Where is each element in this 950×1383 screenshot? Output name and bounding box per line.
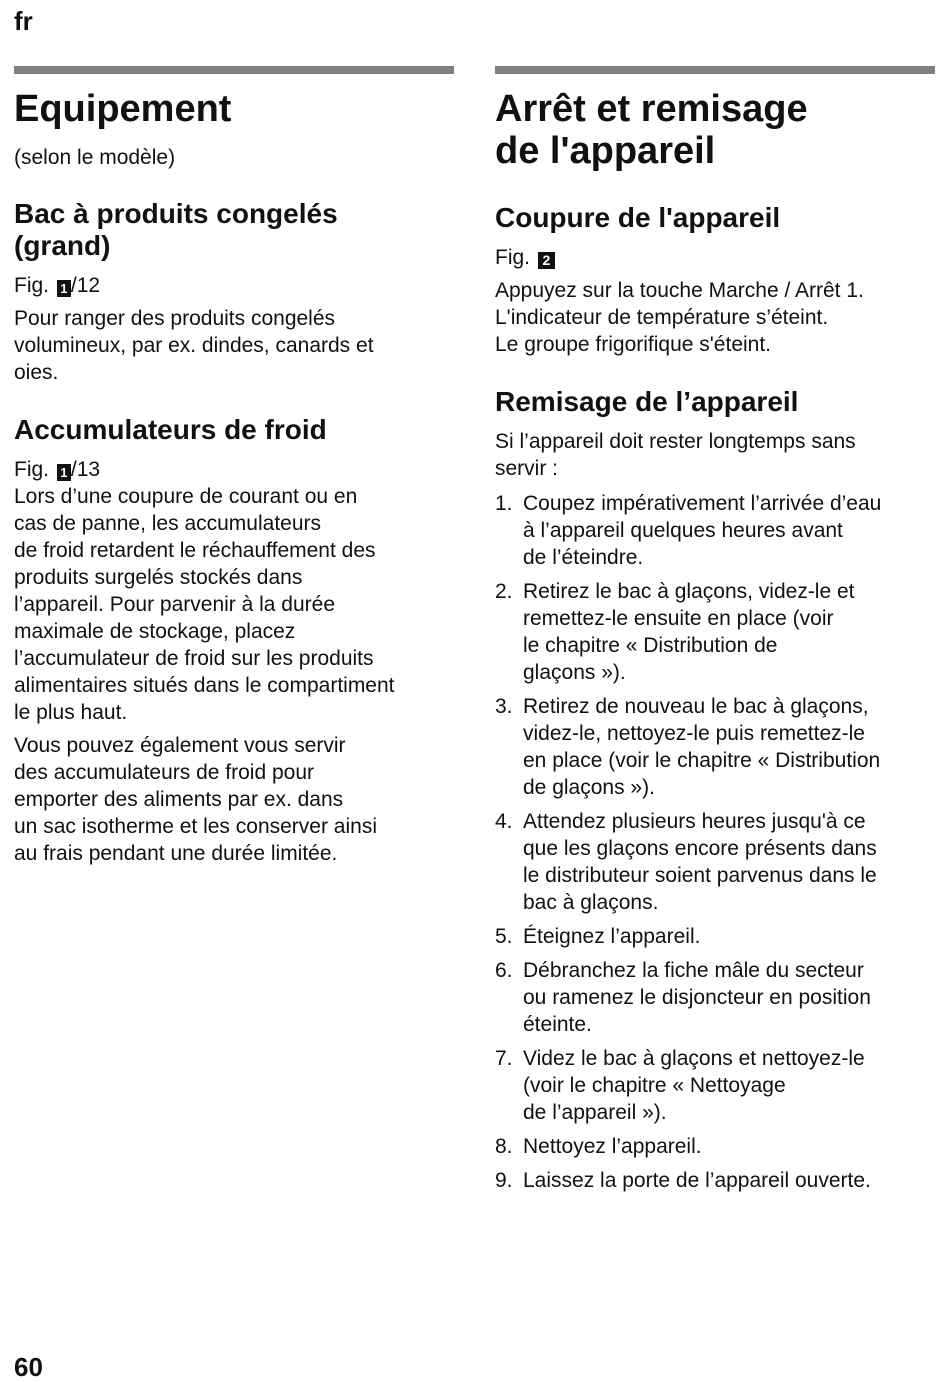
text-line: de glaçons »). (523, 776, 655, 799)
figure-reference (14, 272, 454, 299)
text-line: éteinte. (523, 1013, 592, 1036)
list-item (495, 490, 935, 571)
step-number: 8. (495, 1135, 513, 1158)
text-line: Lors d’une coupure de courant ou en (14, 485, 358, 508)
list-item (495, 693, 935, 801)
text-line: de l’éteindre. (523, 546, 644, 569)
step-number: 2. (495, 580, 513, 603)
text-line: Débranchez la fiche mâle du secteur (523, 959, 864, 982)
list-item (495, 923, 935, 950)
text-line: que les glaçons encore présents dans (523, 837, 877, 860)
step-number: 5. (495, 925, 513, 948)
text-line: Laissez la porte de l’appareil ouverte. (523, 1169, 871, 1192)
text-line: Attendez plusieurs heures jusqu'à ce (523, 810, 866, 833)
text-line: servir : (495, 457, 558, 480)
text-line: ou ramenez le disjoncteur en position (523, 986, 871, 1009)
section-rule (495, 66, 935, 74)
text-line: alimentaires situés dans le compartiment (14, 674, 395, 697)
text-line: l’accumulateur de froid sur les produits (14, 647, 374, 670)
list-item (495, 1045, 935, 1126)
step-number: 3. (495, 695, 513, 718)
text-line: emporter des aliments par ex. dans (14, 788, 344, 811)
list-item (495, 578, 935, 686)
subtitle: (selon le modèle) (14, 146, 176, 169)
fig-suffix: /13 (70, 458, 101, 481)
figure-reference (495, 244, 935, 271)
text-line: de l’appareil »). (523, 1101, 667, 1124)
steps-list (495, 490, 935, 1194)
text-line: Pour ranger des produits congelés (14, 307, 336, 330)
text-line: Appuyez sur la touche Marche / Arrêt 1. (495, 279, 864, 302)
paragraph (495, 428, 935, 482)
text-line: Coupez impérativement l’arrivée d’eau (523, 492, 882, 515)
heading-coupure: Coupure de l'appareil (495, 202, 781, 233)
paragraph (495, 277, 935, 358)
page-number: 60 (14, 1352, 43, 1382)
heading-remisage: Remisage de l’appareil (495, 386, 799, 417)
page-title-arret-remisage (495, 88, 935, 172)
fig-label: Fig. (14, 458, 50, 481)
text-line: cas de panne, les accumulateurs (14, 512, 322, 535)
text-line: en place (voir le chapitre « Distribution (523, 749, 881, 772)
heading-accumulateurs: Accumulateurs de froid (14, 414, 327, 445)
list-item (495, 1133, 935, 1160)
title-line: de l'appareil (495, 130, 716, 172)
text-line: au frais pendant une durée limitée. (14, 842, 338, 865)
text-line: de froid retardent le réchauffement des (14, 539, 376, 562)
list-item (495, 957, 935, 1038)
text-line: Vous pouvez également vous servir (14, 734, 346, 757)
text-line: videz-le, nettoyez-le puis remettez-le (523, 722, 865, 745)
text-line: glaçons »). (523, 661, 626, 684)
text-line: le distributeur soient parvenus dans le (523, 864, 877, 887)
language-code: fr (14, 6, 33, 36)
text-line: Le groupe frigorifique s'éteint. (495, 333, 772, 356)
figure-number-badge: 1 (57, 280, 71, 297)
text-line: Si l’appareil doit rester longtemps sans (495, 430, 856, 453)
text-line: bac à glaçons. (523, 891, 659, 914)
fig-suffix: /12 (70, 274, 101, 297)
text-line: produits surgelés stockés dans (14, 566, 303, 589)
list-item (495, 808, 935, 916)
step-number: 7. (495, 1047, 513, 1070)
list-item (495, 1167, 935, 1194)
text-line: le chapitre « Distribution de (523, 634, 778, 657)
text-line: remettez-le ensuite en place (voir (523, 607, 834, 630)
page-title-equipement: Equipement (14, 88, 232, 130)
right-column (495, 66, 935, 1201)
text-line: maximale de stockage, placez (14, 620, 296, 643)
text-line: (voir le chapitre « Nettoyage (523, 1074, 786, 1097)
text-line: L'indicateur de température s’éteint. (495, 306, 829, 329)
heading-line: (grand) (14, 230, 111, 261)
text-line: à l’appareil quelques heures avant (523, 519, 843, 542)
text-line: l’appareil. Pour parvenir à la durée (14, 593, 336, 616)
text-line: volumineux, par ex. dindes, canards et (14, 334, 374, 357)
figure-reference (14, 456, 454, 483)
section-rule (14, 66, 454, 74)
step-number: 6. (495, 959, 513, 982)
text-line: Retirez le bac à glaçons, videz-le et (523, 580, 855, 603)
fig-label: Fig. (495, 246, 531, 269)
heading-line: Bac à produits congelés (14, 198, 338, 229)
step-number: 1. (495, 492, 513, 515)
text-line: Retirez de nouveau le bac à glaçons, (523, 695, 869, 718)
step-number: 4. (495, 810, 513, 833)
text-line: le plus haut. (14, 701, 128, 724)
paragraph (14, 732, 454, 867)
title-line: Arrêt et remisage (495, 88, 808, 130)
text-line: Éteignez l’appareil. (523, 925, 701, 948)
fig-label: Fig. (14, 274, 50, 297)
paragraph (14, 483, 454, 726)
left-column (14, 66, 454, 867)
text-line: des accumulateurs de froid pour (14, 761, 314, 784)
step-number: 9. (495, 1169, 513, 1192)
text-line: oies. (14, 361, 59, 384)
figure-number-badge: 2 (538, 252, 555, 269)
text-line: un sac isotherme et les conserver ainsi (14, 815, 377, 838)
figure-number-badge: 1 (57, 464, 71, 481)
text-line: Videz le bac à glaçons et nettoyez-le (523, 1047, 865, 1070)
paragraph (14, 305, 454, 386)
text-line: Nettoyez l’appareil. (523, 1135, 702, 1158)
heading-bac-congeles (14, 198, 454, 262)
